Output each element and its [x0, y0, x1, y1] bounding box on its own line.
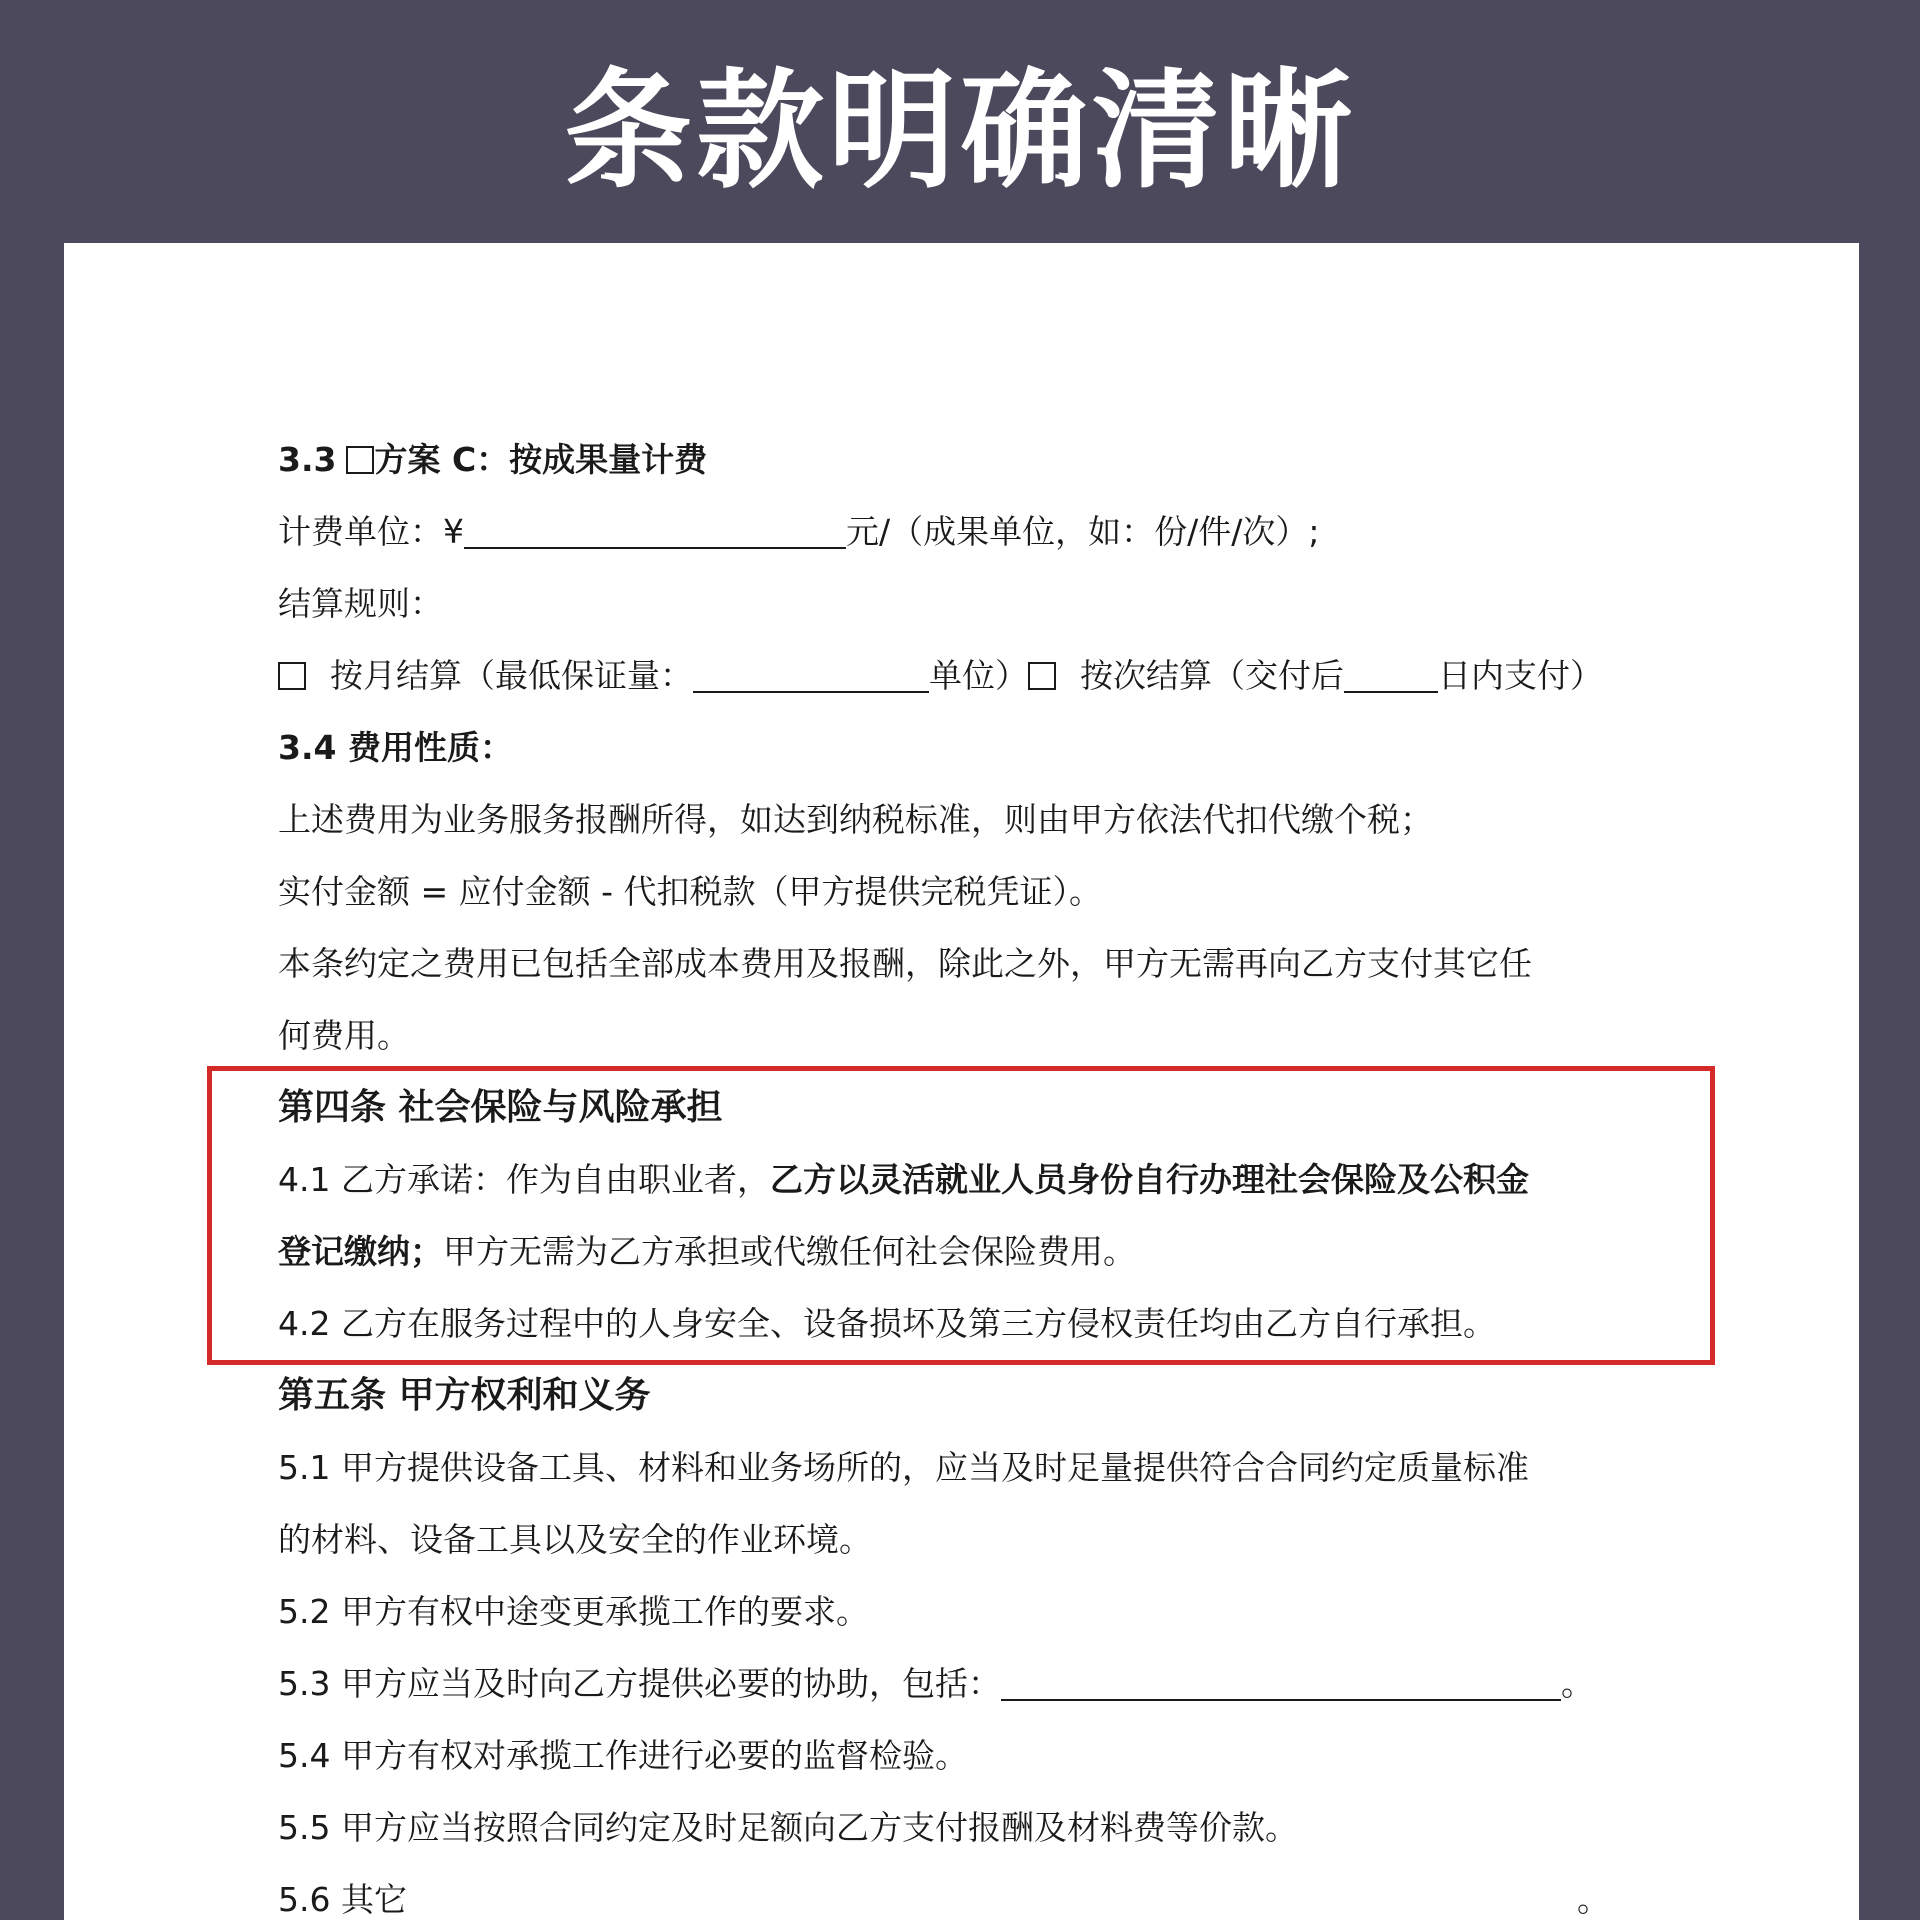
clause-text: 甲方无需为乙方承担或代缴任何社会保险费用。 — [443, 1232, 1136, 1271]
section-3-3-heading — [278, 424, 1658, 496]
banner-title: 条款明确清晰 — [563, 57, 1356, 206]
days-blank[interactable] — [1344, 649, 1438, 693]
article-5-heading: 第五条 甲方权利和义务 — [278, 1375, 651, 1416]
clause-5-6 — [278, 1864, 1658, 1920]
checkbox-monthly[interactable] — [278, 662, 306, 690]
paragraph: 本条约定之费用已包括全部成本费用及报酬，除此之外，甲方无需再向乙方支付其它任 — [278, 944, 1532, 983]
billing-unit-suffix: 元/（成果单位，如：份/件/次）; — [846, 512, 1320, 551]
highlight-box — [207, 1066, 1715, 1365]
paragraph: 何费用。 — [278, 1016, 410, 1055]
monthly-option-label: 按月结算（最低保证量： — [330, 656, 693, 695]
clause-bold-text: 乙方以灵活就业人员身份自行办理社会保险及公积金 — [769, 1160, 1529, 1199]
billing-unit-label: 计费单位：¥ — [278, 512, 464, 551]
clause-5-1: 5.1 甲方提供设备工具、材料和业务场所的，应当及时足量提供符合合同约定质量标准 — [278, 1448, 1529, 1487]
clause-end: 。 — [1560, 1664, 1594, 1703]
clause-text: 4.1 乙方承诺：作为自由职业者， — [278, 1160, 770, 1199]
paragraph: 实付金额 = 应付金额 - 代扣税款（甲方提供完税凭证）。 — [278, 872, 1103, 911]
clause-text: 5.3 甲方应当及时向乙方提供必要的协助，包括： — [278, 1664, 1001, 1703]
clause-5-4: 5.4 甲方有权对承揽工作进行必要的监督检验。 — [278, 1736, 968, 1775]
settlement-rule-label: 结算规则： — [278, 584, 443, 623]
clause-end: 。 — [1576, 1880, 1610, 1919]
clause-bold-text: 登记缴纳； — [278, 1232, 443, 1271]
billing-unit-blank[interactable] — [464, 505, 846, 549]
article-4-heading: 第四条 社会保险与风险承担 — [278, 1087, 723, 1128]
clause-text: 5.6 其它 — [278, 1880, 407, 1919]
clause-5-2: 5.2 甲方有权中途变更承揽工作的要求。 — [278, 1592, 869, 1631]
min-quantity-blank[interactable] — [693, 649, 929, 693]
settlement-options-line — [278, 640, 1658, 712]
section-title: 方案 C：按成果量计费 — [374, 440, 708, 479]
per-delivery-label: 按次结算（交付后 — [1080, 656, 1344, 695]
billing-unit-line — [278, 496, 1658, 568]
section-number: 3.3 — [278, 440, 337, 479]
paragraph: 上述费用为业务服务报酬所得，如达到纳税标准，则由甲方依法代扣代缴个税； — [278, 800, 1433, 839]
monthly-option-suffix: 单位） — [929, 656, 1028, 695]
clause-5-3 — [278, 1648, 1658, 1720]
clause-5-5: 5.5 甲方应当按照合同约定及时足额向乙方支付报酬及材料费等价款。 — [278, 1808, 1298, 1847]
per-delivery-suffix: 日内支付） — [1438, 656, 1603, 695]
checkbox-per-delivery[interactable] — [1028, 662, 1056, 690]
assistance-blank[interactable] — [1001, 1657, 1561, 1701]
clause-4-2: 4.2 乙方在服务过程中的人身安全、设备损坏及第三方侵权责任均由乙方自行承担。 — [278, 1304, 1496, 1343]
clause-5-1-cont: 的材料、设备工具以及安全的作业环境。 — [278, 1520, 872, 1559]
section-3-4-heading: 3.4 费用性质： — [278, 728, 513, 767]
checkbox-option-c[interactable] — [346, 446, 374, 474]
